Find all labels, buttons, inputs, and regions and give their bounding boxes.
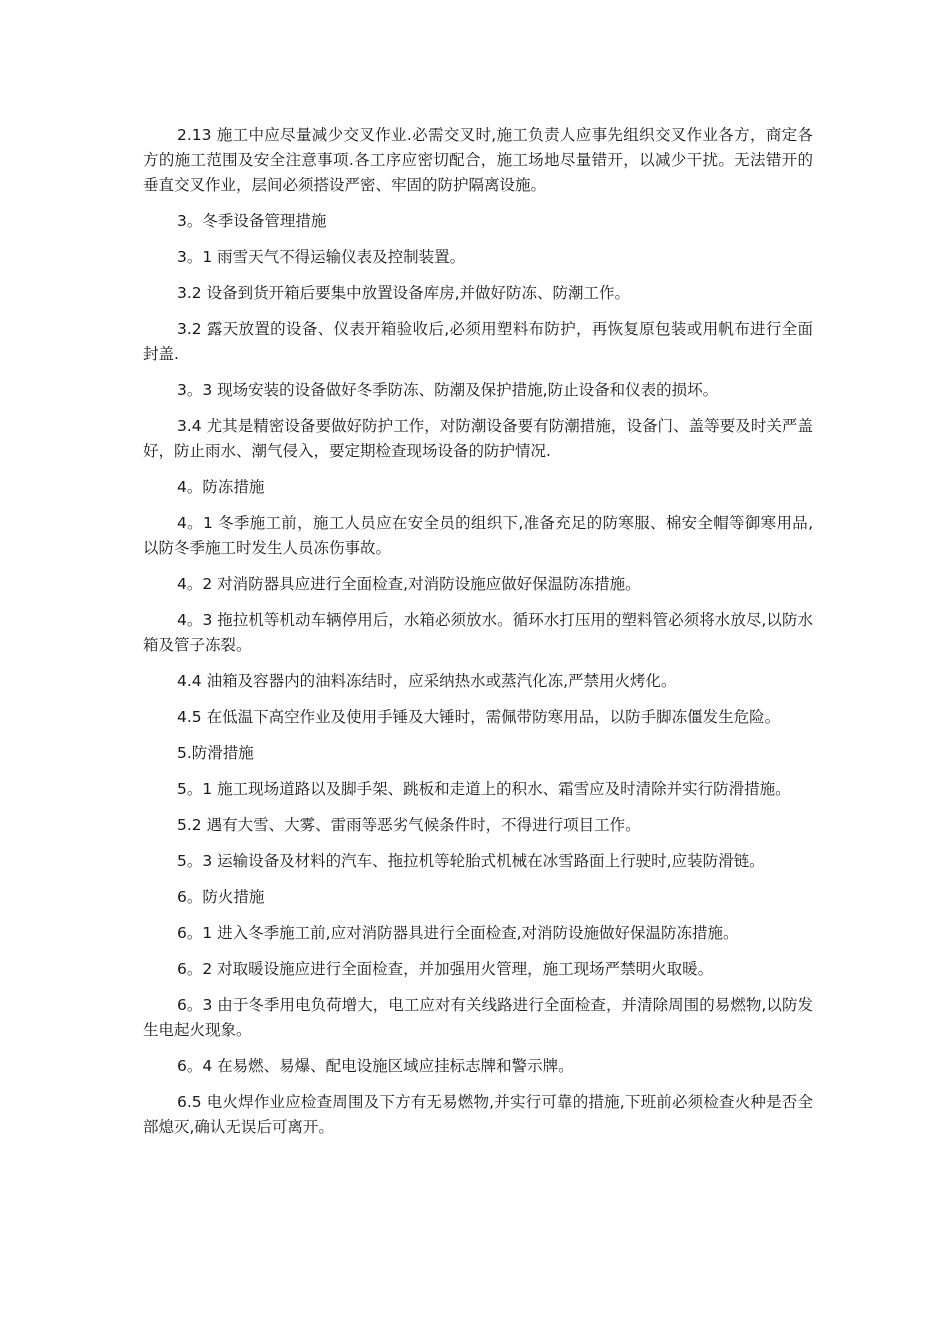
paragraph-6-2: 6。2 对取暖设施应进行全面检查，并加强用火管理，施工现场严禁明火取暖。 (177, 960, 714, 978)
paragraph-4-2: 4。2 对消防器具应进行全面检查,对消防设施应做好保温防冻措施。 (177, 575, 641, 593)
paragraph-4-4: 4.4 油箱及容器内的油料冻结时，应采纳热水或蒸汽化冻,严禁用火烤化。 (177, 672, 677, 690)
document-body (143, 123, 813, 1151)
paragraph-3-2a: 3.2 设备到货开箱后要集中放置设备库房,并做好防冻、防潮工作。 (177, 284, 631, 302)
paragraph-3-4: 3.4 尤其是精密设备要做好防护工作，对防潮设备要有防潮措施，设备门、盖等要及时关严盖好，防止雨水、潮气侵入，要定期检查现场设备的防护情况. (143, 417, 813, 460)
heading-antifreeze-measures: 4。防冻措施 (177, 478, 265, 496)
paragraph-5-2: 5.2 遇有大雪、大雾、雷雨等恶劣气候条件时，不得进行项目工作。 (177, 816, 641, 834)
paragraph-2-13: 2.13 施工中应尽量减少交叉作业.必需交叉时,施工负责人应事先组织交叉作业各方，商定各方的施工范围及安全注意事项.各工序应密切配合，施工场地尽量错开，以减少干扰。无法错开的垂直交叉作业，层间必须搭设严密、牢固的防护隔离设施。 (143, 126, 813, 194)
paragraph-4-5: 4.5 在低温下高空作业及使用手锤及大锤时，需佩带防寒用品，以防手脚冻僵发生危险。 (177, 708, 781, 726)
paragraph-5-1: 5。1 施工现场道路以及脚手架、跳板和走道上的积水、霜雪应及时清除并实行防滑措施。 (177, 780, 791, 798)
paragraph-3-3: 3。3 现场安装的设备做好冬季防冻、防潮及保护措施,防止设备和仪表的损坏。 (177, 381, 719, 399)
paragraph-6-5: 6.5 电火焊作业应检查周围及下方有无易燃物,并实行可靠的措施,下班前必须检查火种是否全部熄灭,确认无误后可离开。 (143, 1093, 813, 1136)
paragraph-3-1: 3。1 雨雪天气不得运输仪表及控制装置。 (177, 248, 466, 266)
heading-winter-equipment-management: 3。冬季设备管理措施 (177, 212, 327, 230)
paragraph-5-3: 5。3 运输设备及材料的汽车、拖拉机等轮胎式机械在冰雪路面上行驶时,应装防滑链。 (177, 852, 765, 870)
paragraph-6-3: 6。3 由于冬季用电负荷增大，电工应对有关线路进行全面检查，并清除周围的易燃物,以防发生电起火现象。 (143, 996, 813, 1039)
heading-antislip-measures: 5.防滑措施 (177, 744, 254, 762)
paragraph-3-2b: 3.2 露天放置的设备、仪表开箱验收后,必须用塑料布防护，再恢复原包装或用帆布进行全面封盖. (143, 320, 813, 363)
paragraph-6-4: 6。4 在易燃、易爆、配电设施区域应挂标志牌和警示牌。 (177, 1057, 574, 1075)
paragraph-4-1: 4。1 冬季施工前，施工人员应在安全员的组织下,准备充足的防寒服、棉安全帽等御寒用品,以防冬季施工时发生人员冻伤事故。 (143, 514, 813, 557)
paragraph-6-1: 6。1 进入冬季施工前,应对消防器具进行全面检查,对消防设施做好保温防冻措施。 (177, 924, 739, 942)
paragraph-4-3: 4。3 拖拉机等机动车辆停用后，水箱必须放水。循环水打压用的塑料管必须将水放尽,以防水箱及管子冻裂。 (143, 611, 813, 654)
heading-fire-prevention-measures: 6。防火措施 (177, 888, 265, 906)
